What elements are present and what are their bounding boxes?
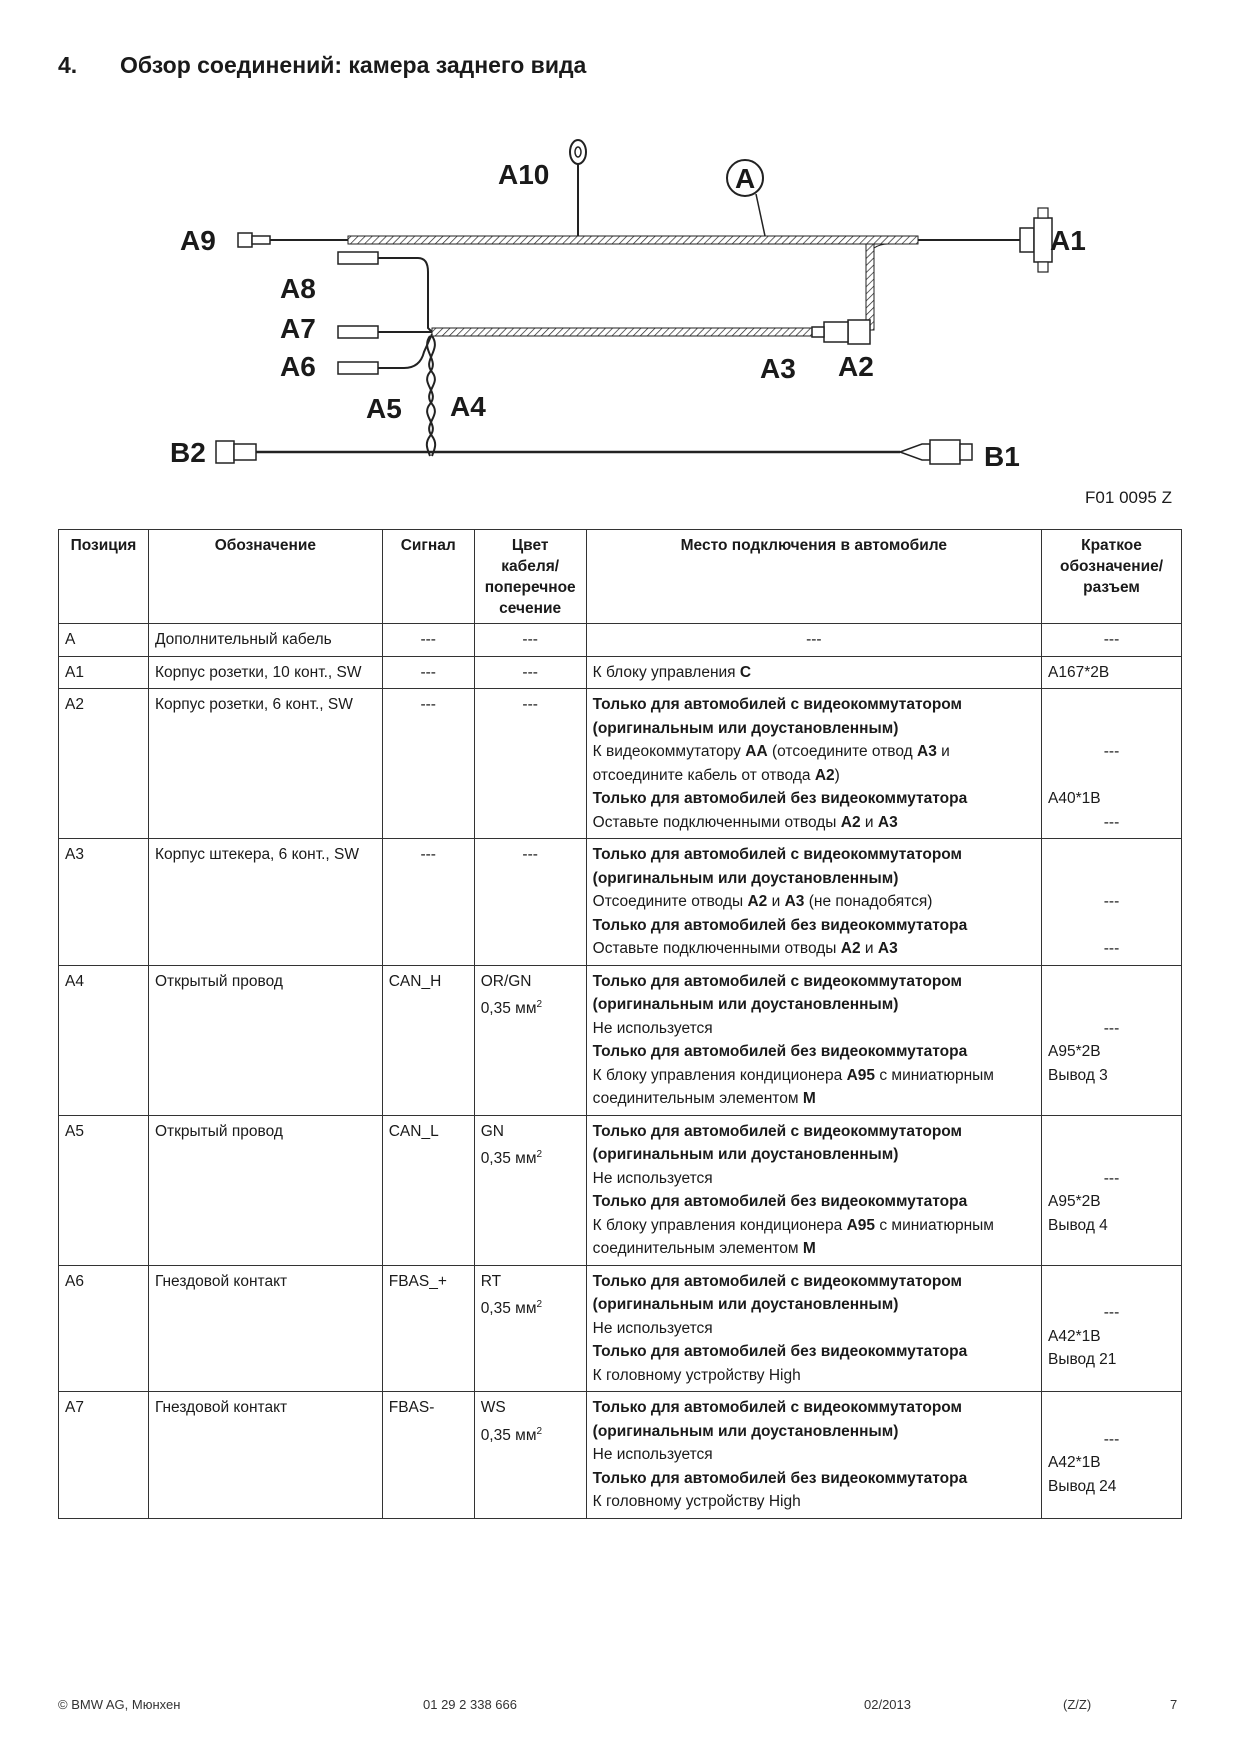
section-title: Обзор соединений: камера заднего вида	[120, 52, 587, 78]
table-row: A Дополнительный кабель --- --- --- ---	[59, 624, 1182, 657]
table-row: A3 Корпус штекера, 6 конт., SW --- --- Только для автомобилей с видеокоммутатором (оригинальным или доустановленным) Отсоедините отводы A2 и A3 (не понадобятся) Только для автомобилей без видеокоммутатора Оставьте подключенными отводы A2 и A3 --- ---	[59, 839, 1182, 966]
connector-a9	[238, 233, 270, 247]
footer-language: (Z/Z)	[1063, 1697, 1092, 1712]
camera-cable	[216, 440, 972, 464]
footer-page-number: 7	[1170, 1697, 1178, 1712]
label-a2: A2	[838, 351, 874, 382]
table-row: A5 Открытый провод CAN_L GN 0,35 $мм^2$ Только для автомобилей с видеокоммутатором (оригинальным или доустановленным) Не используется Только для автомобилей без видеокоммутатора К блоку управления кондиционера A95 с миниатюрным соединительным элементом M --- A95*2B Вывод 4	[59, 1115, 1182, 1265]
table-row: A6 Гнездовой контакт FBAS_+ RT 0,35 $мм^2$ Только для автомобилей с видеокоммутатором (оригинальным или доустановленным) Не используется Только для автомобилей без видеокоммутатора К головному устройству High --- A42*1B Вывод 21	[59, 1265, 1182, 1392]
figure-code: F01 0095 Z	[1085, 488, 1172, 507]
label-b2: B2	[170, 437, 206, 468]
label-a: A	[735, 163, 756, 194]
table-row: A1 Корпус розетки, 10 конт., SW --- --- К блоку управления C A167*2B	[59, 656, 1182, 689]
label-a10: A10	[498, 159, 550, 190]
table-row: A4 Открытый провод CAN_H OR/GN 0,35 $мм^2$ Только для автомобилей с видеокоммутатором (оригинальным или доустановленным) Не используется Только для автомобилей без видеокоммутатора К блоку управления кондиционера A95 с миниатюрным соединительным элементом M --- A95*2B Вывод 3	[59, 965, 1182, 1115]
page-heading	[58, 52, 586, 79]
label-a8: A8	[280, 273, 316, 304]
ring-terminal-a10	[570, 140, 586, 236]
header-designation: Обозначение	[148, 530, 382, 624]
table-header	[59, 530, 1182, 624]
label-a3: A3	[760, 353, 796, 384]
footer-copyright: © BMW AG, Мюнхен	[58, 1697, 181, 1712]
wires-a6-a8	[338, 252, 432, 374]
header-location: Место подключения в автомобиле	[586, 530, 1041, 624]
connections-table	[58, 529, 1182, 1519]
label-a5: A5	[366, 393, 402, 424]
footer-date: 02/2013	[864, 1697, 911, 1712]
section-number: 4.	[58, 52, 78, 78]
table-row: A7 Гнездовой контакт FBAS- WS 0,35 $мм^2$ Только для автомобилей с видеокоммутатором (оригинальным или доустановленным) Не используется Только для автомобилей без видеокоммутатора К головному устройству High --- A42*1B Вывод 24	[59, 1392, 1182, 1519]
table-row: A2 Корпус розетки, 6 конт., SW --- --- Только для автомобилей с видеокоммутатором (оригинальным или доустановленным) К видеокоммутатору AA (отсоедините отвод A3 и отсоедините кабель от отвода A2) Только для автомобилей без видеокоммутатора Оставьте подключенными отводы A2 и A3 --- A40*1B ---	[59, 689, 1182, 839]
connector-a1	[1020, 208, 1052, 272]
main-harness	[348, 236, 918, 244]
footer-document-number: 01 29 2 338 666	[423, 1697, 517, 1712]
twisted-pair-a4-a5	[427, 336, 435, 456]
label-b1: B1	[984, 441, 1020, 472]
label-a9: A9	[180, 225, 216, 256]
connector-a2-a3	[812, 320, 870, 344]
header-cable-color: Цвет кабеля/ поперечное сечение	[474, 530, 586, 624]
header-short-designation: Краткое обозначение/ разъем	[1042, 530, 1182, 624]
label-a1: A1	[1050, 225, 1086, 256]
branch-harness	[432, 328, 812, 336]
label-a6: A6	[280, 351, 316, 382]
header-position: Позиция	[59, 530, 149, 624]
label-a4: A4	[450, 391, 486, 422]
wiring-diagram	[0, 120, 1240, 490]
header-signal: Сигнал	[382, 530, 474, 624]
label-a7: A7	[280, 313, 316, 344]
